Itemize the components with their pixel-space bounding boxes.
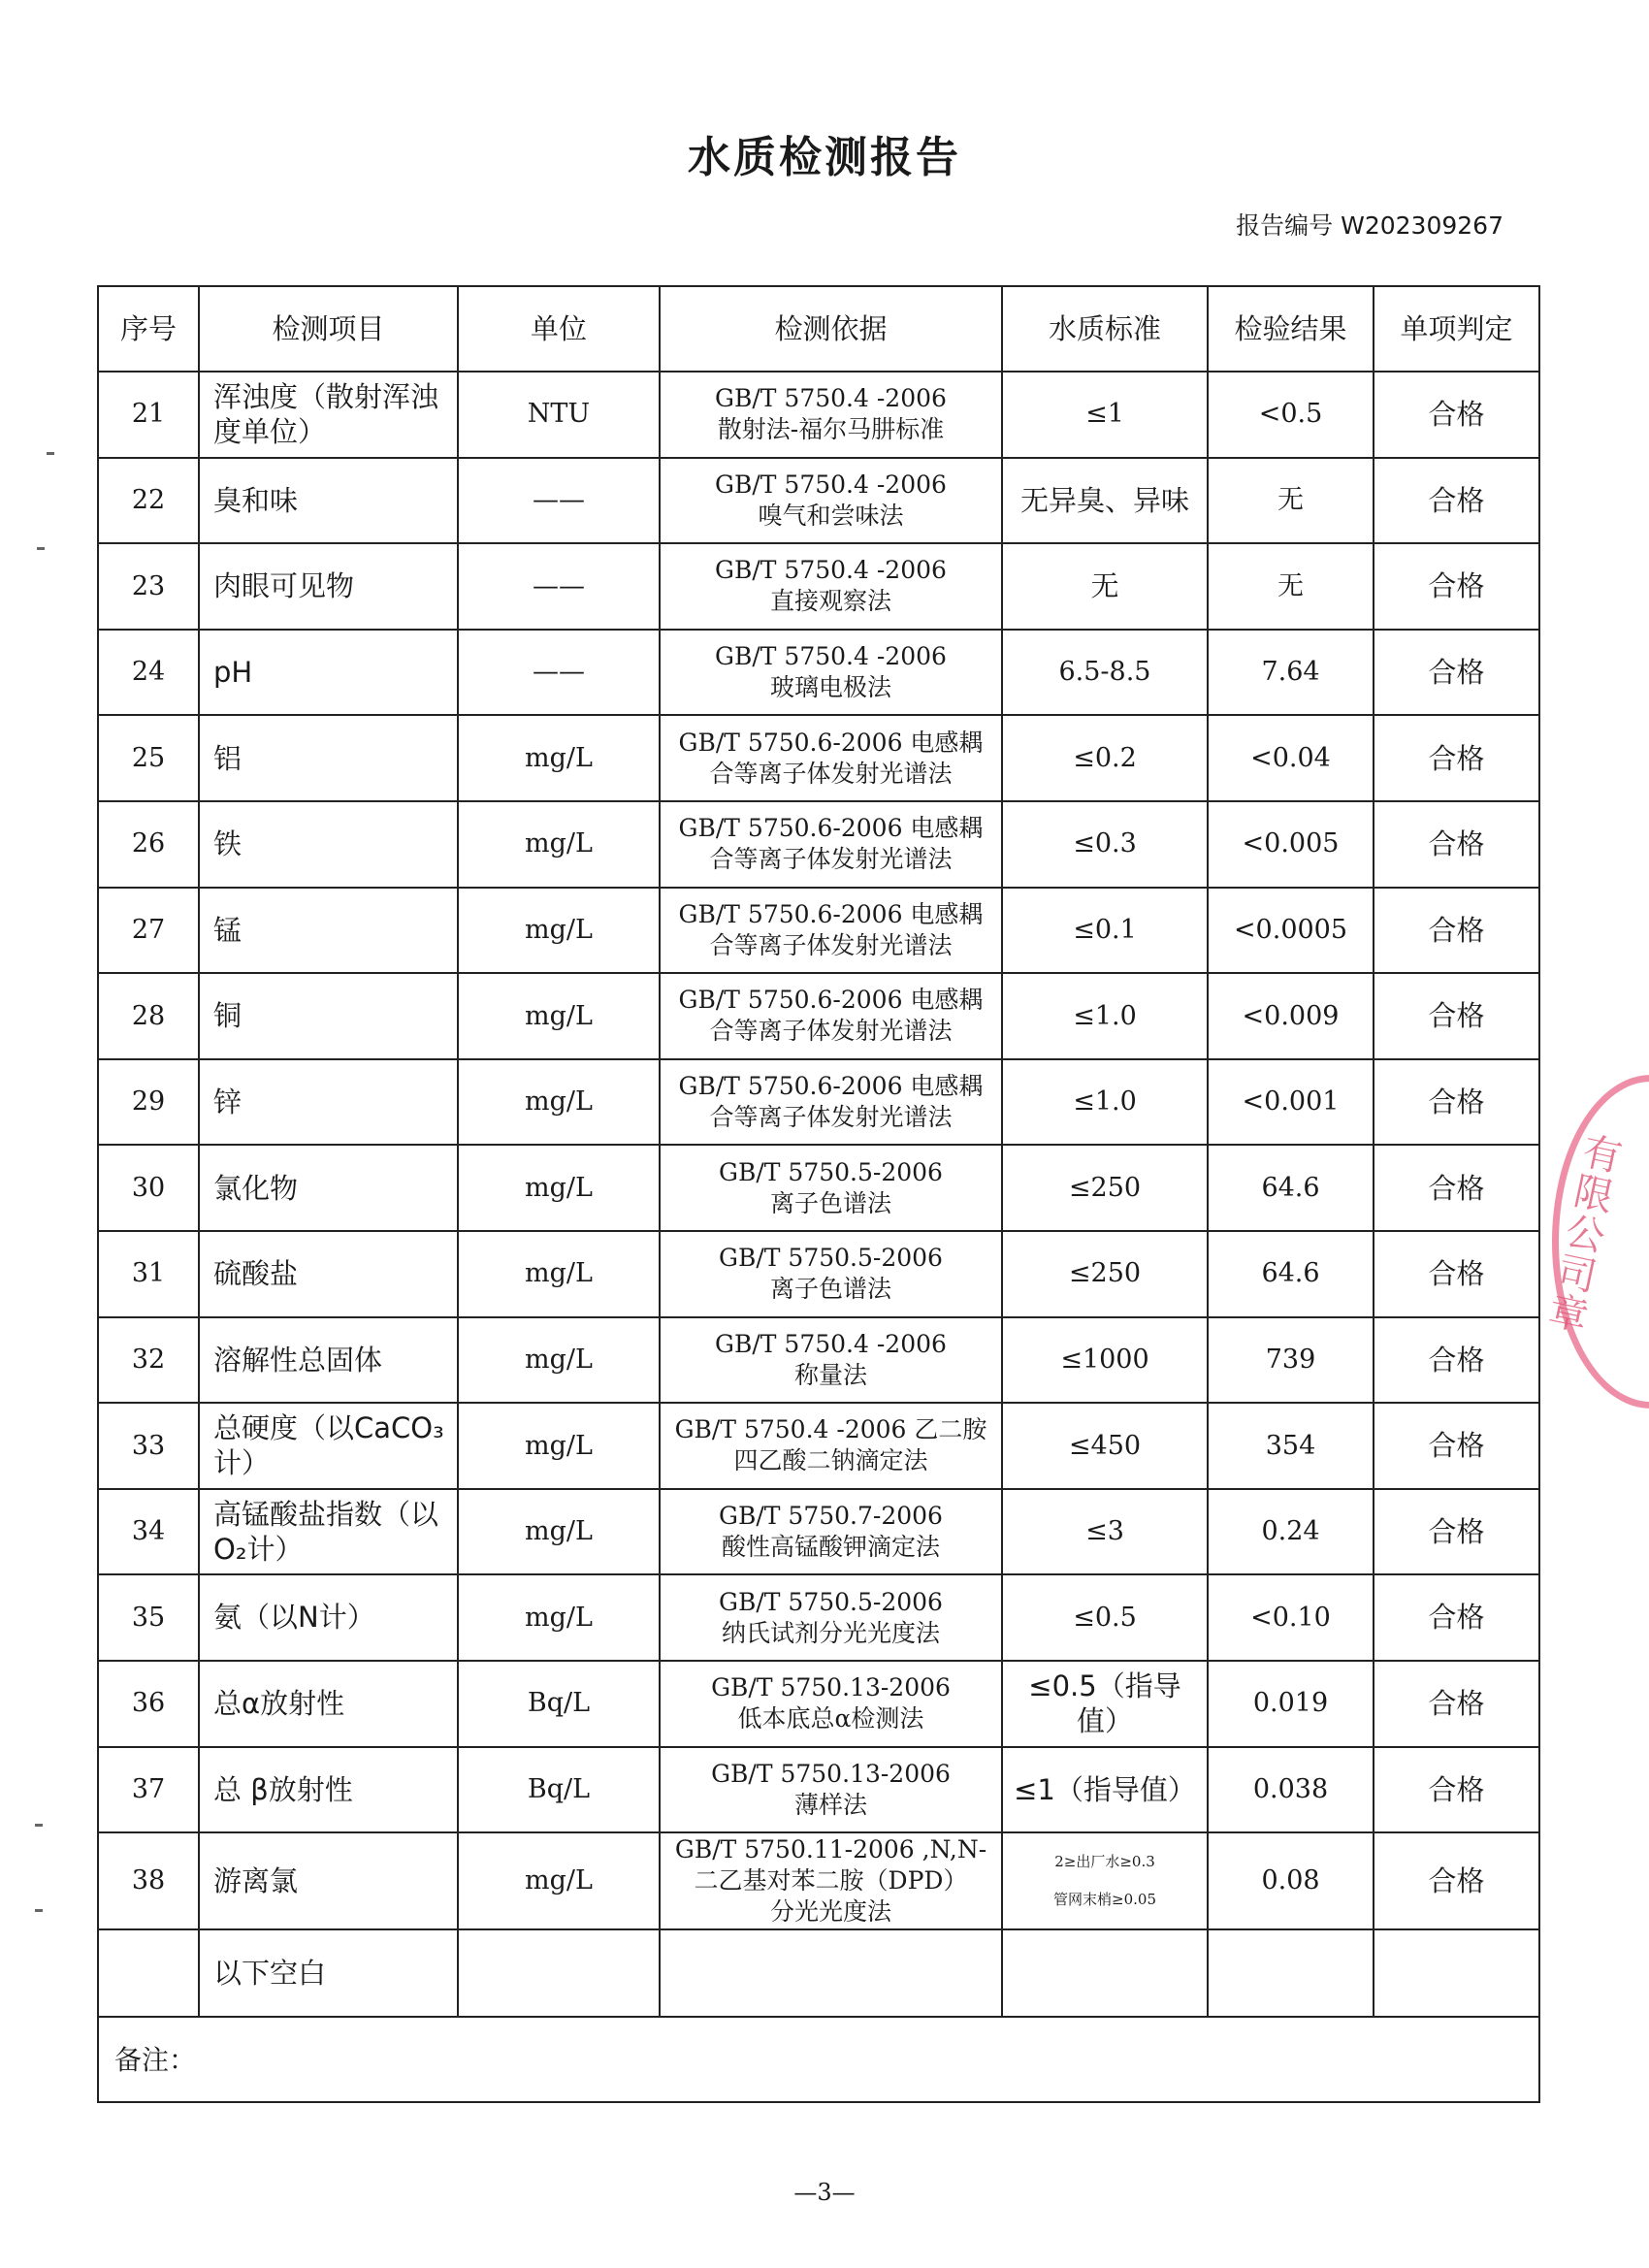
header-standard: 水质标准 [1002, 286, 1208, 372]
row-item: 硫酸盐 [199, 1231, 458, 1317]
row-basis-line: GB/T 5750.4 -2006 乙二胺 [674, 1415, 987, 1444]
row-standard: ≤0.5 [1002, 1574, 1208, 1661]
row-standard: 6.5-8.5 [1002, 630, 1208, 716]
row-item: 铁 [199, 801, 458, 888]
header-item: 检测项目 [199, 286, 458, 372]
row-item: 锰 [199, 888, 458, 974]
row-standard: ≤1.0 [1002, 973, 1208, 1059]
blank-cell [1374, 1929, 1539, 2017]
blank-cell [1208, 1929, 1374, 2017]
row-no: 31 [98, 1231, 199, 1317]
row-basis-line: GB/T 5750.5-2006 [719, 1157, 943, 1186]
row-basis-line: GB/T 5750.5-2006 [719, 1587, 943, 1616]
blank-cell [660, 1929, 1002, 2017]
row-item: 总硬度（以CaCO₃计） [199, 1403, 458, 1489]
row-verdict: 合格 [1374, 1059, 1539, 1146]
row-item: 铜 [199, 973, 458, 1059]
row-no: 24 [98, 630, 199, 716]
blank-cell [98, 1929, 199, 2017]
row-result: 0.08 [1208, 1832, 1374, 1929]
row-standard: ≤0.3 [1002, 801, 1208, 888]
row-basis [660, 1231, 1002, 1317]
row-item: 氨（以N计） [199, 1574, 458, 1661]
row-no: 25 [98, 715, 199, 801]
row-basis [660, 1145, 1002, 1231]
page-number: —3— [793, 2179, 856, 2206]
row-basis [660, 1403, 1002, 1489]
row-basis-line: GB/T 5750.6-2006 电感耦 [678, 899, 984, 928]
report-number [1236, 207, 1504, 242]
row-unit: mg/L [458, 1574, 660, 1661]
row-basis-line: 四乙酸二钠滴定法 [733, 1446, 928, 1475]
row-standard: ≤3 [1002, 1489, 1208, 1575]
row-result: 0.019 [1208, 1661, 1374, 1747]
row-verdict: 合格 [1374, 1231, 1539, 1317]
row-result: 0.24 [1208, 1489, 1374, 1575]
row-verdict: 合格 [1374, 1489, 1539, 1575]
row-basis-line: 薄样法 [793, 1790, 867, 1819]
row-basis-line: GB/T 5750.6-2006 电感耦 [678, 986, 984, 1015]
row-no: 23 [98, 543, 199, 630]
test-results-table [97, 285, 1540, 2103]
row-basis-line: GB/T 5750.4 -2006 [715, 384, 947, 413]
row-basis [660, 973, 1002, 1059]
row-basis [660, 1059, 1002, 1146]
row-standard [1002, 1832, 1208, 1929]
row-basis-line: 合等离子体发射光谱法 [709, 845, 953, 874]
row-item: 锌 [199, 1059, 458, 1146]
row-verdict: 合格 [1374, 715, 1539, 801]
row-unit: Bq/L [458, 1661, 660, 1747]
row-basis-line: GB/T 5750.13-2006 [711, 1759, 951, 1788]
row-item: 游离氯 [199, 1832, 458, 1929]
row-no: 38 [98, 1832, 199, 1929]
row-basis-line: 称量法 [793, 1360, 867, 1389]
row-basis-line: 分光光度法 [769, 1897, 891, 1927]
row-no: 33 [98, 1403, 199, 1489]
row-item: 氯化物 [199, 1145, 458, 1231]
row-no: 22 [98, 458, 199, 544]
row-standard: ≤0.5（指导值） [1002, 1661, 1208, 1747]
row-basis [660, 1317, 1002, 1404]
table-row [98, 1231, 1539, 1317]
row-unit: mg/L [458, 1832, 660, 1929]
remark-label: 备注： [98, 2017, 1539, 2102]
margin-mark [37, 547, 45, 550]
row-basis-line: GB/T 5750.5-2006 [719, 1244, 943, 1273]
row-standard: ≤1（指导值） [1002, 1747, 1208, 1833]
row-unit: mg/L [458, 973, 660, 1059]
row-basis-line: GB/T 5750.7-2006 [719, 1502, 943, 1531]
table-row [98, 1145, 1539, 1231]
row-standard-line: 管网末梢≥0.05 [1053, 1891, 1156, 1909]
row-basis-line: 低本底总α检测法 [737, 1704, 924, 1733]
row-unit: mg/L [458, 1231, 660, 1317]
remark-row [98, 2017, 1539, 2102]
table-row [98, 458, 1539, 544]
row-result: 7.64 [1208, 630, 1374, 716]
row-basis-line: 离子色谱法 [769, 1188, 891, 1217]
row-basis-line: 合等离子体发射光谱法 [709, 759, 953, 788]
row-verdict: 合格 [1374, 543, 1539, 630]
row-verdict: 合格 [1374, 630, 1539, 716]
row-unit: mg/L [458, 1403, 660, 1489]
row-basis-line: 合等离子体发射光谱法 [709, 1103, 953, 1132]
table-row [98, 1747, 1539, 1833]
row-basis-line: 酸性高锰酸钾滴定法 [721, 1533, 940, 1562]
row-verdict: 合格 [1374, 801, 1539, 888]
row-result: <0.001 [1208, 1059, 1374, 1146]
row-no: 30 [98, 1145, 199, 1231]
row-basis-line: 散射法-福尔马肼标准 [717, 415, 945, 444]
margin-mark [35, 1909, 43, 1912]
row-verdict: 合格 [1374, 973, 1539, 1059]
row-unit: Bq/L [458, 1747, 660, 1833]
row-basis [660, 630, 1002, 716]
row-result: 无 [1208, 543, 1374, 630]
margin-mark [35, 1824, 43, 1827]
table-row [98, 973, 1539, 1059]
table-row [98, 1059, 1539, 1146]
row-item: 铝 [199, 715, 458, 801]
row-item: 高锰酸盐指数（以O₂计） [199, 1489, 458, 1575]
table-row [98, 1489, 1539, 1575]
row-result: 739 [1208, 1317, 1374, 1404]
table-row [98, 630, 1539, 716]
row-no: 26 [98, 801, 199, 888]
row-basis [660, 543, 1002, 630]
row-basis [660, 1489, 1002, 1575]
row-basis [660, 1832, 1002, 1929]
row-basis-line: GB/T 5750.4 -2006 [715, 1329, 947, 1358]
row-unit: mg/L [458, 1059, 660, 1146]
row-no: 28 [98, 973, 199, 1059]
row-verdict: 合格 [1374, 888, 1539, 974]
blank-row [98, 1929, 1539, 2017]
report-number-label: 报告编号 [1236, 211, 1342, 240]
row-basis-line: GB/T 5750.13-2006 [711, 1673, 951, 1702]
row-unit: mg/L [458, 888, 660, 974]
row-standard: ≤1 [1002, 372, 1208, 458]
row-result: 64.6 [1208, 1145, 1374, 1231]
blank-cell [1002, 1929, 1208, 2017]
row-basis [660, 715, 1002, 801]
row-basis [660, 801, 1002, 888]
row-result: 0.038 [1208, 1747, 1374, 1833]
row-verdict: 合格 [1374, 458, 1539, 544]
row-unit: —— [458, 630, 660, 716]
row-basis-line: 嗅气和尝味法 [758, 501, 904, 530]
table-row [98, 715, 1539, 801]
row-verdict: 合格 [1374, 1403, 1539, 1489]
header-verdict: 单项判定 [1374, 286, 1539, 372]
seal-text: 有限公司章 [1544, 1129, 1627, 1341]
row-standard: ≤0.2 [1002, 715, 1208, 801]
row-verdict: 合格 [1374, 1747, 1539, 1833]
row-basis-line: GB/T 5750.6-2006 电感耦 [678, 1072, 984, 1101]
row-result: <0.5 [1208, 372, 1374, 458]
row-unit: mg/L [458, 1489, 660, 1575]
table-row [98, 888, 1539, 974]
row-basis-line: GB/T 5750.6-2006 电感耦 [678, 728, 984, 757]
row-verdict: 合格 [1374, 1832, 1539, 1929]
header-no: 序号 [98, 286, 199, 372]
row-item: 溶解性总固体 [199, 1317, 458, 1404]
table-row [98, 372, 1539, 458]
row-result: 64.6 [1208, 1231, 1374, 1317]
row-result: 354 [1208, 1403, 1374, 1489]
row-unit: mg/L [458, 715, 660, 801]
row-item: 臭和味 [199, 458, 458, 544]
header-row [98, 286, 1539, 372]
row-basis-line: 直接观察法 [769, 587, 891, 616]
row-basis-line: 合等离子体发射光谱法 [709, 930, 953, 959]
row-result: <0.005 [1208, 801, 1374, 888]
header-unit: 单位 [458, 286, 660, 372]
row-basis-line: GB/T 5750.4 -2006 [715, 556, 947, 585]
row-unit: mg/L [458, 801, 660, 888]
row-standard: ≤250 [1002, 1145, 1208, 1231]
blank-label: 以下空白 [199, 1929, 458, 2017]
row-unit: NTU [458, 372, 660, 458]
row-no: 32 [98, 1317, 199, 1404]
table-row [98, 543, 1539, 630]
margin-mark [47, 452, 54, 455]
row-verdict: 合格 [1374, 372, 1539, 458]
row-verdict: 合格 [1374, 1574, 1539, 1661]
row-standard: ≤0.1 [1002, 888, 1208, 974]
row-no: 29 [98, 1059, 199, 1146]
row-standard: ≤450 [1002, 1403, 1208, 1489]
blank-cell [458, 1929, 660, 2017]
row-item: 总α放射性 [199, 1661, 458, 1747]
row-no: 36 [98, 1661, 199, 1747]
row-basis [660, 1747, 1002, 1833]
row-basis [660, 1574, 1002, 1661]
report-number-value: W202309267 [1341, 211, 1504, 240]
row-item: 肉眼可见物 [199, 543, 458, 630]
row-basis-line: GB/T 5750.4 -2006 [715, 642, 947, 671]
table-row [98, 801, 1539, 888]
report-title: 水质检测报告 [688, 133, 961, 182]
row-no: 35 [98, 1574, 199, 1661]
row-item: 浑浊度（散射浑浊度单位） [199, 372, 458, 458]
row-basis-line: 离子色谱法 [769, 1275, 891, 1304]
row-basis [660, 1661, 1002, 1747]
row-no: 27 [98, 888, 199, 974]
row-basis-line: GB/T 5750.6-2006 电感耦 [678, 814, 984, 843]
row-unit: —— [458, 543, 660, 630]
row-unit: mg/L [458, 1317, 660, 1404]
row-basis-line: GB/T 5750.4 -2006 [715, 470, 947, 499]
table-row [98, 1403, 1539, 1489]
row-result: 无 [1208, 458, 1374, 544]
row-result: <0.009 [1208, 973, 1374, 1059]
row-basis-line: 合等离子体发射光谱法 [709, 1017, 953, 1046]
row-result: <0.0005 [1208, 888, 1374, 974]
row-standard-line: 2≥出厂水≥0.3 [1054, 1853, 1155, 1871]
row-basis-line: 玻璃电极法 [769, 673, 891, 702]
row-standard: ≤1000 [1002, 1317, 1208, 1404]
row-standard: 无异臭、异味 [1002, 458, 1208, 544]
row-no: 37 [98, 1747, 199, 1833]
row-standard: ≤250 [1002, 1231, 1208, 1317]
row-result: <0.04 [1208, 715, 1374, 801]
row-basis-line: GB/T 5750.11-2006 ,N,N- [674, 1835, 987, 1864]
row-basis-line: 纳氏试剂分光光度法 [721, 1618, 940, 1647]
row-basis [660, 372, 1002, 458]
row-verdict: 合格 [1374, 1145, 1539, 1231]
table-row [98, 1832, 1539, 1929]
row-unit: —— [458, 458, 660, 544]
table-row [98, 1574, 1539, 1661]
row-item: pH [199, 630, 458, 716]
row-standard: 无 [1002, 543, 1208, 630]
row-no: 21 [98, 372, 199, 458]
row-verdict: 合格 [1374, 1317, 1539, 1404]
header-basis: 检测依据 [660, 286, 1002, 372]
table-row [98, 1661, 1539, 1747]
row-item: 总 β放射性 [199, 1747, 458, 1833]
row-basis [660, 458, 1002, 544]
header-result: 检验结果 [1208, 286, 1374, 372]
row-no: 34 [98, 1489, 199, 1575]
row-basis [660, 888, 1002, 974]
row-result: <0.10 [1208, 1574, 1374, 1661]
row-unit: mg/L [458, 1145, 660, 1231]
row-standard: ≤1.0 [1002, 1059, 1208, 1146]
row-verdict: 合格 [1374, 1661, 1539, 1747]
row-basis-line: 二乙基对苯二胺（DPD） [694, 1866, 968, 1895]
table-row [98, 1317, 1539, 1404]
